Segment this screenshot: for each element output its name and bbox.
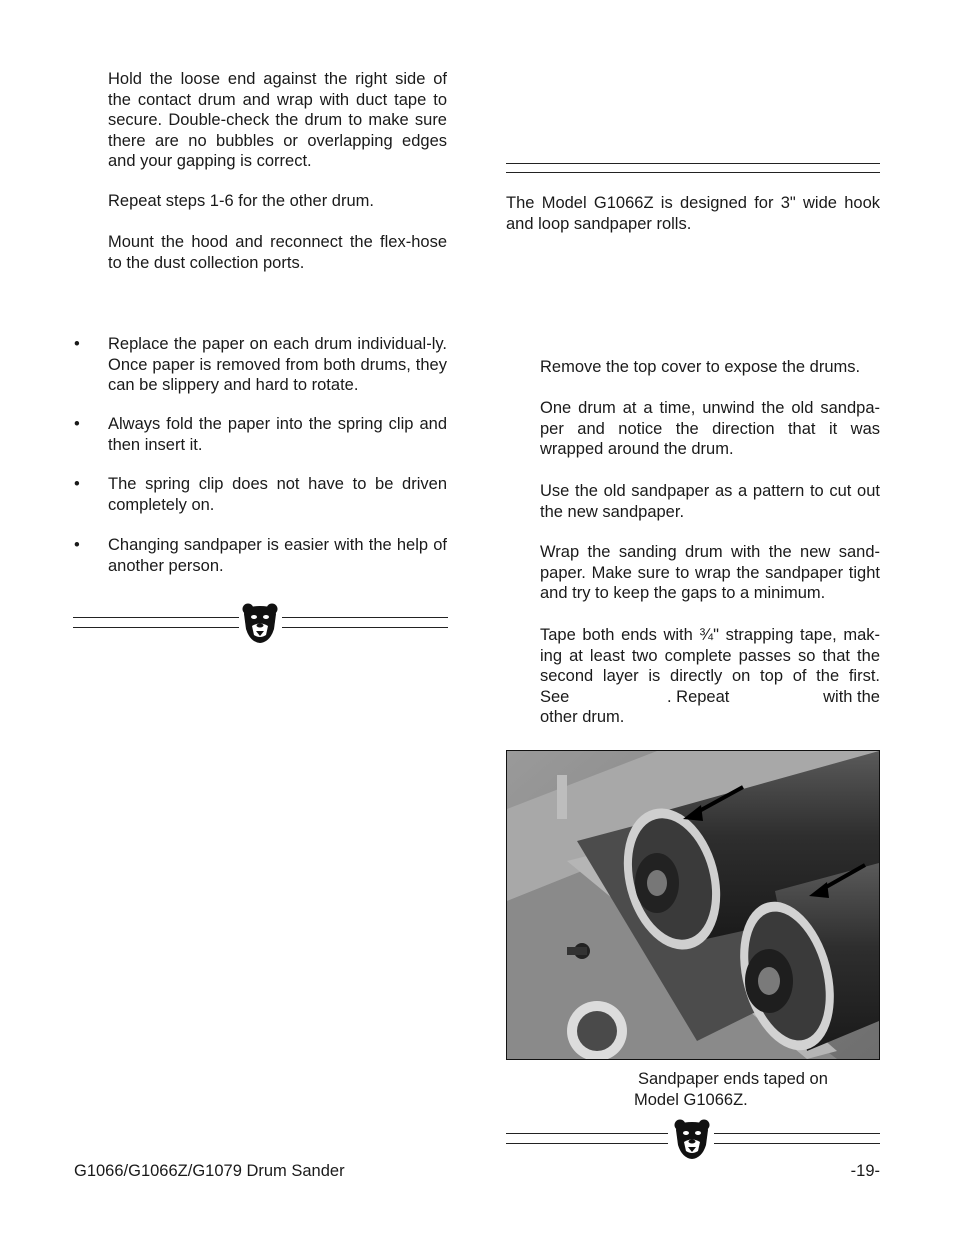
tip-item: The spring clip does not have to be driven completely on. <box>108 475 447 514</box>
step-line: other drum. <box>540 708 625 727</box>
bullet-marker: • <box>74 475 80 493</box>
bullet-marker: • <box>74 536 80 554</box>
step-line: Tape both ends with ¾" strapping tape, mak- <box>540 626 880 644</box>
figure-caption <box>634 1069 828 1110</box>
step-paragraph: Remove the top cover to expose the drums. <box>540 358 861 376</box>
bullet-marker: • <box>74 335 80 353</box>
with-the-text: with the <box>823 687 880 706</box>
caption-line: Model G1066Z. <box>634 1090 748 1109</box>
header-rule <box>506 172 880 173</box>
step-paragraph: Hold the loose end against the right side of the contact drum and wrap with duct tape to secure. Double-check the drum to make sure there are no bubbles or overlapping edges and your gapping is correct. <box>108 70 447 171</box>
drum-photo <box>506 750 880 1060</box>
step-line: second layer is directly on top of the first. <box>540 667 880 686</box>
step-paragraph: Use the old sandpaper as a pattern to cut out the new sandpaper. <box>540 482 880 521</box>
intro-paragraph: The Model G1066Z is designed for 3" wide hook and loop sandpaper rolls. <box>506 194 880 233</box>
tip-item: Changing sandpaper is easier with the help of another person. <box>108 536 447 575</box>
tip-item: Always fold the paper into the spring clip and then insert it. <box>108 415 447 454</box>
header-rule <box>506 163 880 164</box>
tip-item: Replace the paper on each drum individual-ly. Once paper is removed from both drums, they can be slippery and hard to rotate. <box>108 335 447 395</box>
see-text: See <box>540 687 570 706</box>
page-number: -19- <box>850 1162 880 1180</box>
step-paragraph: Mount the hood and reconnect the flex-hose to the dust collection ports. <box>108 233 447 272</box>
step-line: ing at least two complete passes so that the <box>540 646 880 665</box>
step-paragraph <box>540 625 880 728</box>
bear-logo-icon <box>673 1118 711 1160</box>
step-paragraph: One drum at a time, unwind the old sandpa-per and notice the direction that it was wrapped around the drum. <box>540 399 880 459</box>
repeat-text: . Repeat <box>667 687 730 706</box>
step-paragraph: Repeat steps 1-6 for the other drum. <box>108 192 374 210</box>
footer-model: G1066/G1066Z/G1079 Drum Sander <box>74 1162 345 1180</box>
bullet-marker: • <box>74 415 80 433</box>
caption-line: Sandpaper ends taped on <box>638 1070 828 1088</box>
step-paragraph: Wrap the sanding drum with the new sand-paper. Make sure to wrap the sandpaper tight and try to keep the gaps to a minimum. <box>540 543 880 603</box>
step-line-with-refs <box>540 687 880 708</box>
drum-sander-illustration <box>507 751 879 1059</box>
bear-logo-icon <box>241 602 279 644</box>
